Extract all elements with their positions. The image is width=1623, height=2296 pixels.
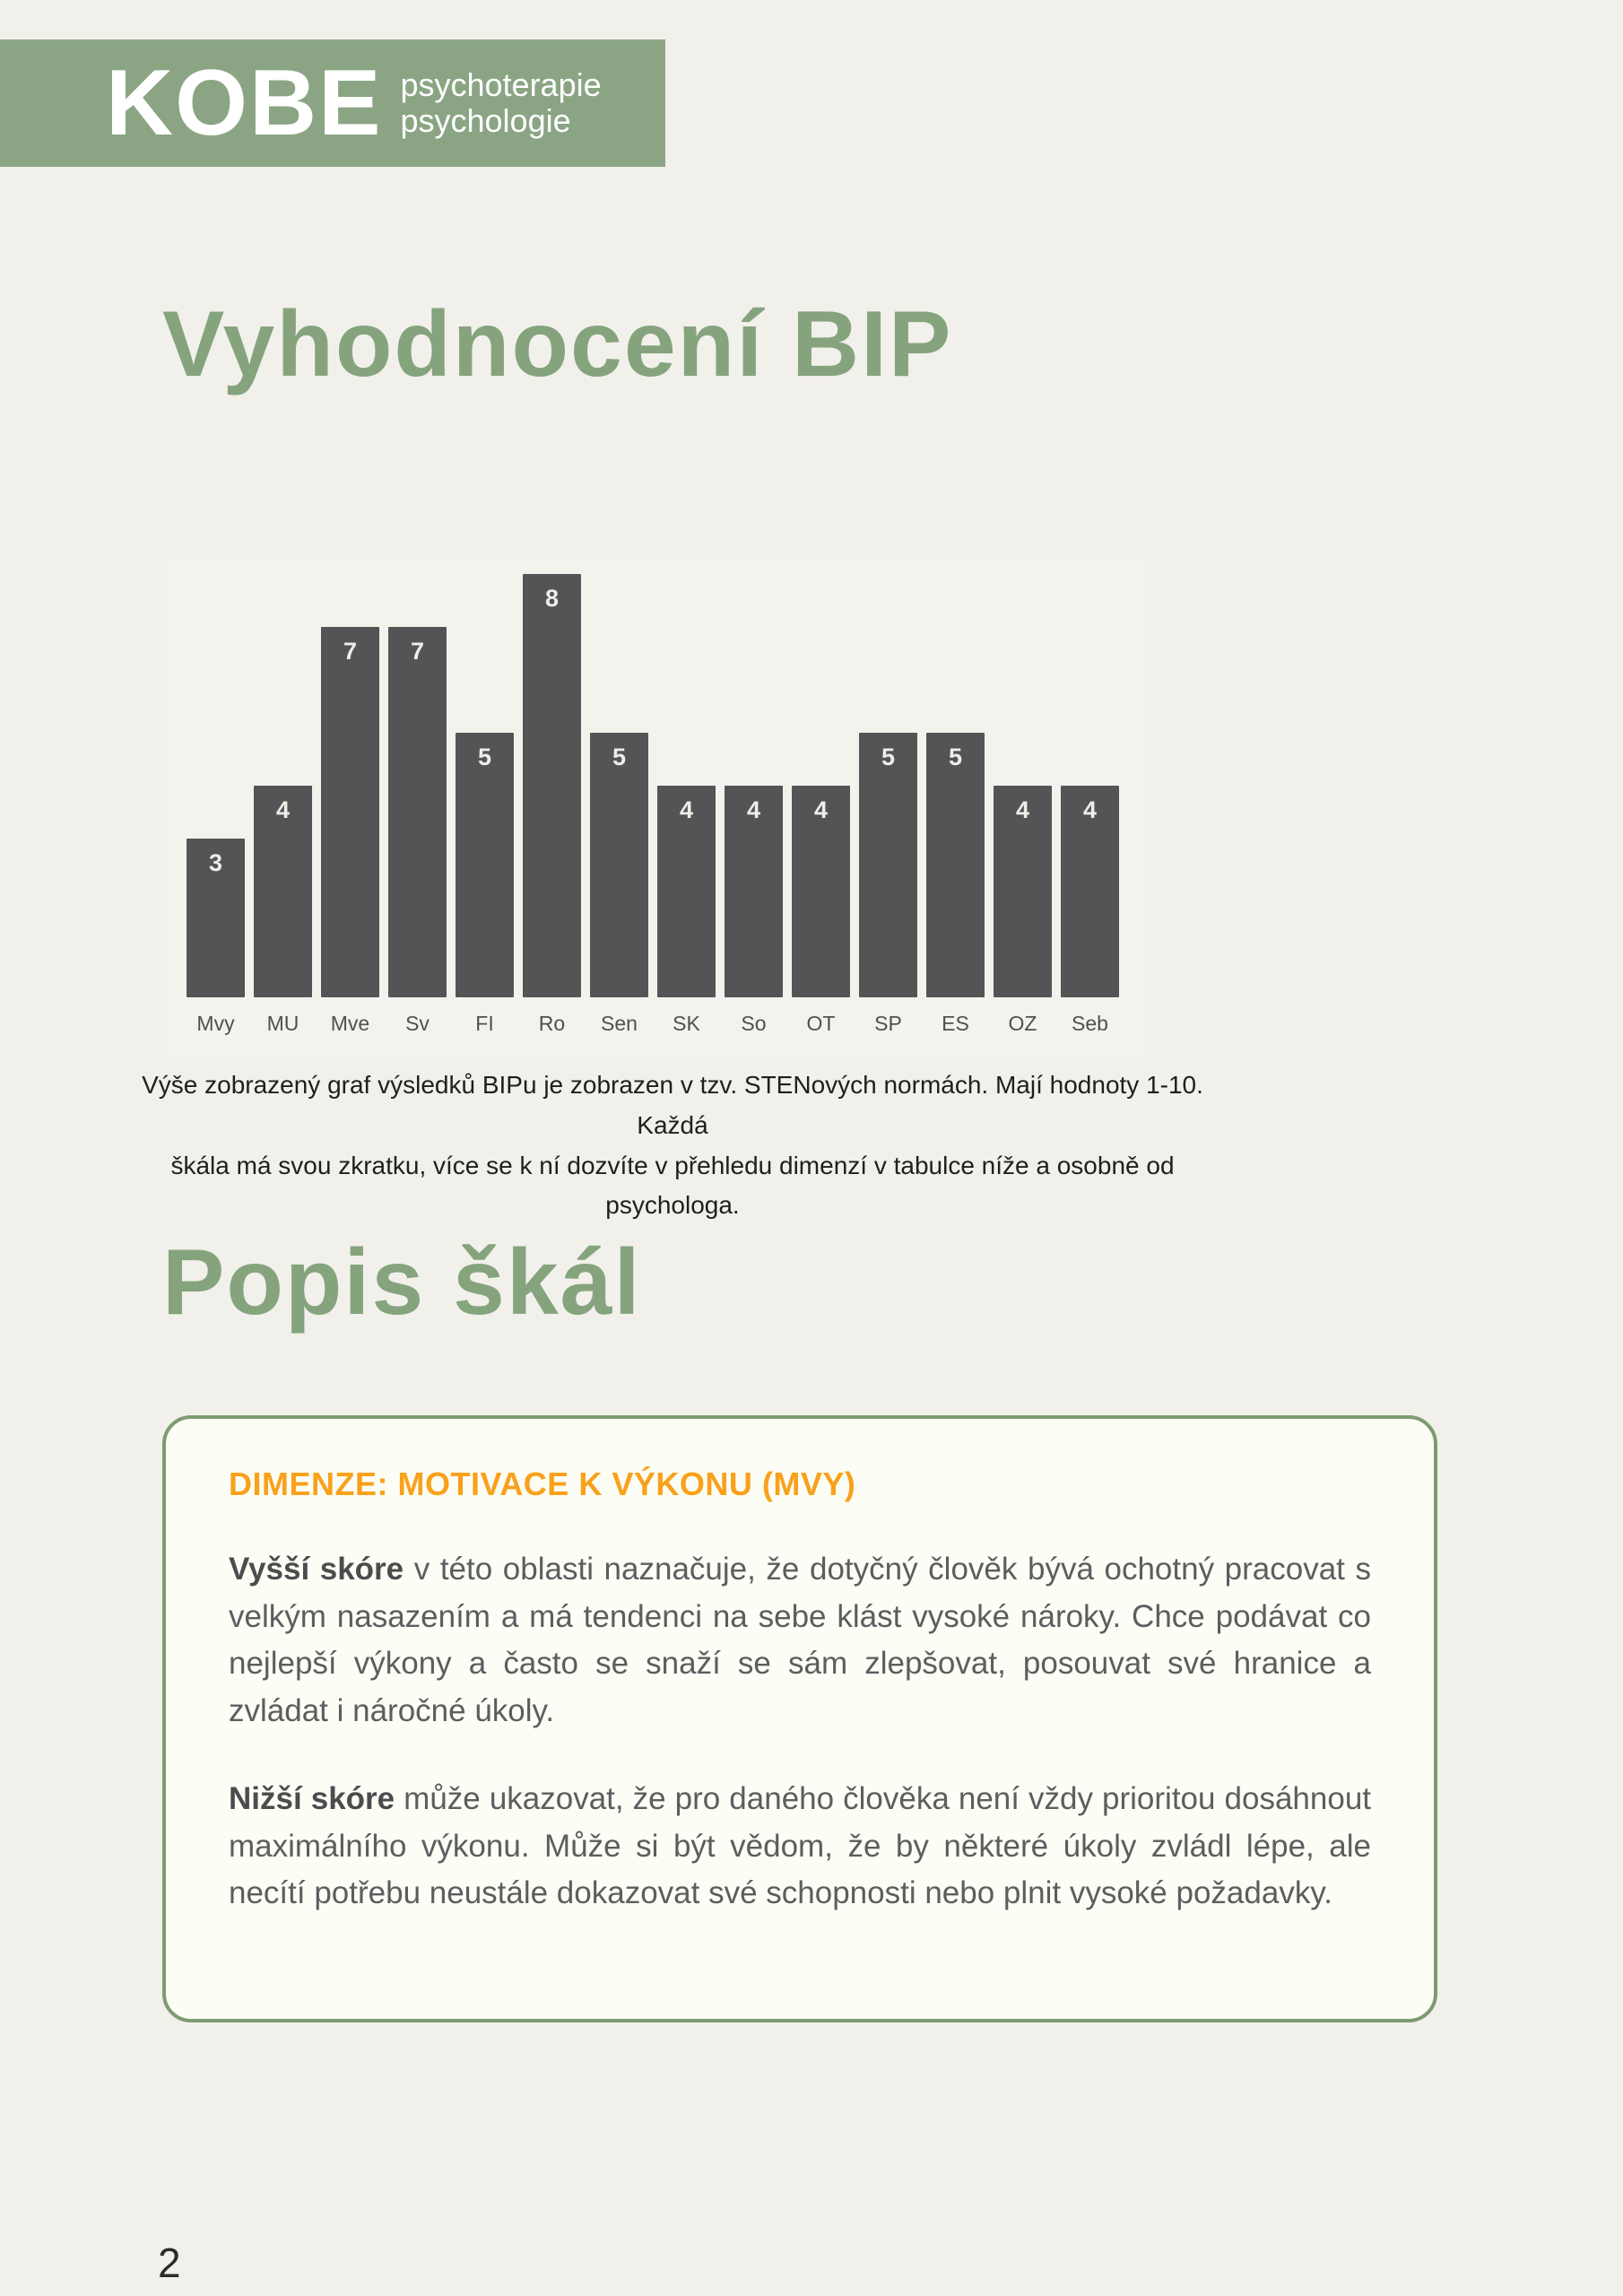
- bar-value-label: 5: [477, 744, 492, 770]
- bar-value-label: 4: [1015, 796, 1030, 823]
- brand-name: KOBE: [106, 51, 383, 155]
- bar-category-label: SK: [673, 1012, 700, 1035]
- bar-column-Seb: [1061, 786, 1119, 997]
- bar-value-label: 8: [544, 585, 560, 612]
- brand-tagline-line1: psychoterapie: [400, 65, 602, 103]
- bar-Seb: [1061, 786, 1119, 997]
- bar-column-ES: [926, 733, 985, 997]
- page-title: Vyhodnocení BIP: [162, 292, 953, 396]
- bar-column-OT: [792, 786, 850, 997]
- bar-category-label: Sen: [601, 1012, 638, 1035]
- bar-column-Ro: [523, 574, 581, 997]
- bar-value-label: 5: [881, 744, 896, 770]
- bar-category-label: So: [741, 1012, 767, 1035]
- bar-value-label: 7: [343, 638, 358, 665]
- bar-column-Mvy: [187, 839, 245, 997]
- bar-Mvy: [187, 839, 245, 997]
- bar-Ro: [523, 574, 581, 997]
- bar-category-label: Ro: [538, 1012, 566, 1035]
- bar-category-label: ES: [942, 1012, 969, 1035]
- bar-value-label: 4: [275, 796, 291, 823]
- bar-category-label: OT: [806, 1012, 836, 1035]
- bar-column-SP: [859, 733, 917, 997]
- bar-Mve: [321, 627, 379, 997]
- bar-value-label: 4: [1082, 796, 1098, 823]
- bar-value-label: 4: [746, 796, 761, 823]
- bar-value-label: 4: [813, 796, 829, 823]
- bar-Sen: [590, 733, 648, 997]
- brand-tagline: [400, 67, 601, 140]
- bar-category-label: SP: [874, 1012, 902, 1035]
- bar-category-label: OZ: [1008, 1012, 1037, 1035]
- paragraph-lead: Vyšší skóre: [229, 1552, 404, 1587]
- paragraph-higher-score: [229, 1546, 1371, 1735]
- paragraph-text: v této oblasti naznačuje, že dotyčný člověk bývá ochotný pracovat s velkým nasazením a má tendenci na sebe klást vysoké nároky. Chce podávat co nejlepší výkony a často se snaží se sám zlepšovat, posouvat své hranice a zvládat i náročné úkoly.: [229, 1552, 1371, 1728]
- chart-caption-line2: škála má svou zkratku, více se k ní dozvíte v přehledu dimenzí v tabulce níže a osobně od psychologa.: [170, 1151, 1175, 1220]
- paragraph-text: může ukazovat, že pro daného člověka není vždy prioritou dosáhnout maximálního výkonu. Může si být vědom, že by některé úkoly zvládl lépe, ale necítí potřebu neustále dokazovat své schopnosti nebo plnit vysoké požadavky.: [229, 1781, 1372, 1910]
- brand-tagline-line2: psychologie: [400, 102, 571, 139]
- bar-column-FI: [456, 733, 514, 997]
- chart-bars: [187, 570, 1119, 997]
- bar-category-label: Mvy: [196, 1012, 235, 1035]
- bar-category-label: Sv: [405, 1012, 430, 1035]
- bar-category-label: Seb: [1072, 1012, 1108, 1035]
- bar-value-label: 3: [208, 849, 223, 876]
- chart-caption-line1: Výše zobrazený graf výsledků BIPu je zobrazen v tzv. STENových normách. Mají hodnoty 1-10. Každá: [142, 1071, 1203, 1139]
- dimension-card: [162, 1415, 1437, 2022]
- bar-category-label: Mve: [330, 1012, 370, 1035]
- bar-ES: [926, 733, 985, 997]
- bar-column-Mve: [321, 627, 379, 997]
- bar-SP: [859, 733, 917, 997]
- bar-FI: [456, 733, 514, 997]
- bar-OZ: [994, 786, 1052, 997]
- bar-column-Sen: [590, 733, 648, 997]
- chart-caption: [126, 1065, 1219, 1226]
- bar-column-SK: [657, 786, 716, 997]
- bar-OT: [792, 786, 850, 997]
- bar-Sv: [388, 627, 447, 997]
- paragraph-lower-score: [229, 1776, 1371, 1918]
- bar-value-label: 7: [410, 638, 425, 665]
- bar-MU: [254, 786, 312, 997]
- dimension-card-heading: DIMENZE: MOTIVACE K VÝKONU (MVY): [229, 1465, 856, 1502]
- chart-category-labels: [187, 1012, 1119, 1036]
- bar-column-MU: [254, 786, 312, 997]
- section-title: Popis škál: [162, 1231, 642, 1335]
- page-number: 2: [158, 2239, 181, 2286]
- bip-sten-bar-chart: [187, 570, 1119, 1036]
- bar-value-label: 5: [948, 744, 963, 770]
- bar-So: [725, 786, 783, 997]
- bar-SK: [657, 786, 716, 997]
- bar-column-Sv: [388, 627, 447, 997]
- paragraph-lead: Nižší skóre: [229, 1781, 395, 1816]
- brand-logo: [0, 39, 665, 167]
- bar-category-label: MU: [266, 1012, 299, 1035]
- bar-category-label: FI: [475, 1012, 494, 1035]
- bar-value-label: 4: [679, 796, 694, 823]
- bar-value-label: 5: [612, 744, 627, 770]
- bar-column-OZ: [994, 786, 1052, 997]
- bar-column-So: [725, 786, 783, 997]
